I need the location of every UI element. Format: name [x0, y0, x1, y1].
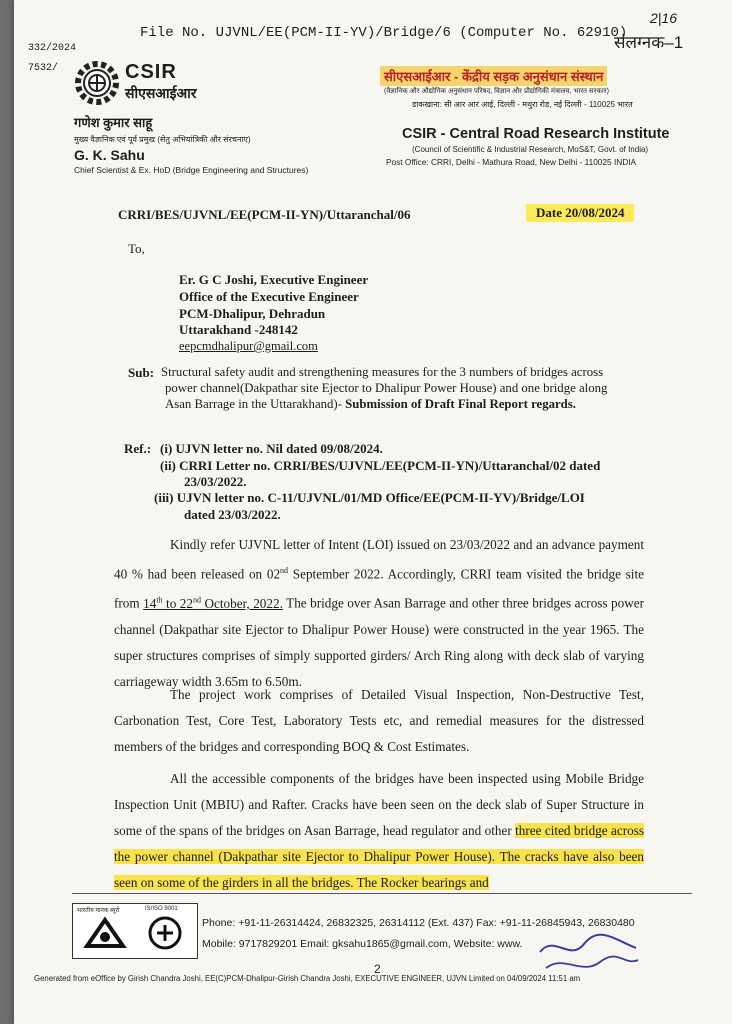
body-paragraph-3: All the accessible components of the bridges have been inspected using Mobile Bridge Inspection Unit (MBIU) and Rafter. Cracks have been seen on the deck slab of Super Structure in some of the spans of the bridges on Asan Barrage, head regulator and other three cited bridge across the power channel (Dakpathar site Ejector to Dhalipur Power House). The cracks have also been seen on some of the girders in all the bridges. The Rocker bearings and [114, 771, 644, 890]
subject-line-2: power channel(Dakpathar site Ejector to Dhalipur Power House) and one bridge along [165, 381, 608, 395]
highlighted-text: three cited bridge across the power channel (Dakpathar site Ejector to Dhalipur Power House). The cracks have also been seen on some of the girders in all the bridges. The Rocker bearings and [114, 823, 644, 890]
addressee-line-3: PCM-Dhalipur, Dehradun [179, 306, 326, 321]
ref-item-3-cont: dated 23/03/2022. [184, 507, 281, 522]
org-name-en: CSIR - Central Road Research Institute [402, 126, 670, 142]
page-number: 2 [374, 962, 381, 976]
subject-line-1: Structural safety audit and strengthening measures for the 3 numbers of bridges across [161, 365, 604, 379]
file-number: File No. UJVNL/EE(PCM-II-YV)/Bridge/6 (Computer No. 62910) [140, 25, 628, 41]
addressee-line-2: Office of the Executive Engineer [179, 289, 359, 304]
footer-phone: Phone: +91-11-26314424, 26832325, 26314112 (Ext. 437) Fax: +91-11-26845943, 26830480 [202, 917, 635, 929]
sender-name-en: G. K. Sahu [74, 147, 145, 163]
edge-number-1: 332/2024 [28, 43, 77, 54]
addressee-email-link[interactable]: eepcmdhalipur@gmail.com [179, 339, 318, 353]
edge-number-2: 7532/ [28, 63, 59, 74]
footer-mobile-email: Mobile: 9717829201 Email: gksahu1865@gmail.com, Website: www. [202, 938, 523, 950]
ref-label: Ref.: [124, 441, 152, 456]
org-name-hi: सीएसआईआर - केंद्रीय सड़क अनुसंधान संस्थान [380, 66, 607, 86]
body-paragraph-1: Kindly refer UJVNL letter of Intent (LOI) issued on 23/03/2022 and an advance payment 40 % had been released on 02nd September 2022. Accordingly, CRRI team visited the bridge site from 14th to 22nd October, 2022. The bridge over Asan Barrage and other three bridges across power channel (Dakpathar site Ejector to Dhalipur Power House) were constructed in the year 1965. The super structures comprises of simply supported girders/ Arch Ring along with deck slab of varying carriageway width 3.65m to 6.50m. [114, 537, 644, 689]
letter-reference: CRRI/BES/UJVNL/EE(PCM-II-YN)/Uttaranchal/06 [118, 207, 411, 222]
bis-label: भारतीय मानक ब्यूरो [77, 908, 120, 914]
addressee-line-1: Er. G C Joshi, Executive Engineer [179, 272, 369, 287]
org-address-hi: डाकखाना: सी आर आर आई, दिल्ली - मथुरा रोड, नई दिल्ली - 110025 भारत [412, 100, 633, 109]
ref-item-2-cont: 23/03/2022. [184, 474, 247, 489]
ref-item-2: (ii) CRRI Letter no. CRRI/BES/UJVNL/EE(PCM-II-YN)/Uttaranchal/02 dated [160, 458, 601, 473]
logo-text-hi: सीएसआईआर [125, 85, 197, 101]
subject-label: Sub: [128, 365, 155, 380]
generated-footer: Generated from eOffice by Girish Chandra Joshi, EE(C)PCM-Dhalipur-Girish Chandra Joshi, EXECUTIVE ENGINEER, UJVN Limited on 04/09/2024 11:51 am [34, 974, 581, 983]
letter-page [14, 0, 732, 1024]
subject-line-3: Asan Barrage in the Uttarakhand)- Submission of Draft Final Report regards. [165, 397, 576, 411]
salutation-to: To, [128, 241, 145, 256]
org-sub-en: (Council of Scientific & Industrial Research, MoS&T, Govt. of India) [412, 145, 649, 154]
ref-item-1: (i) UJVN letter no. Nil dated 09/08/2024. [160, 441, 383, 456]
footer-divider [72, 893, 692, 894]
iso-label: IS/ISO 9001 [145, 906, 178, 912]
annexure-stamp: संलग्नक–1 [614, 33, 684, 52]
iso-logo-icon [143, 916, 187, 955]
sender-name-hi: गणेश कुमार साहू [74, 115, 153, 130]
org-sub-hi: (वैज्ञानिक और औद्योगिक अनुसंधान परिषद, विज्ञान और प्रौद्योगिकी मंत्रालय, भारत सरकार) [384, 88, 609, 95]
body-paragraph-2: The project work comprises of Detailed Visual Inspection, Non-Destructive Test, Carbonation Test, Core Test, Laboratory Tests etc, and remedial measures for the distressed members of the bridges and corresponding BOQ & Cost Estimates. [114, 687, 644, 754]
sender-designation-hi: मुख्य वैज्ञानिक एवं पूर्व प्रमुख (सेतु अभियांत्रिकी और संरचनाए) [74, 135, 251, 144]
bis-logo-icon [83, 916, 127, 955]
csir-gear-logo-icon [74, 60, 120, 106]
certification-logos [72, 903, 198, 959]
org-address-en: Post Office: CRRI, Delhi - Mathura Road, New Delhi - 110025 INDIA [386, 157, 637, 167]
addressee-line-4: Uttarakhand -248142 [179, 322, 298, 337]
ref-item-3: (iii) UJVN letter no. C-11/UJVNL/01/MD Office/EE(PCM-II-YV)/Bridge/LOI [154, 490, 585, 505]
letter-date: Date 20/08/2024 [526, 204, 634, 222]
logo-text-en: CSIR [125, 61, 177, 83]
page-stamp: 2|16 [650, 10, 677, 26]
sender-designation-en: Chief Scientist & Ex. HoD (Bridge Engineering and Structures) [74, 165, 309, 175]
